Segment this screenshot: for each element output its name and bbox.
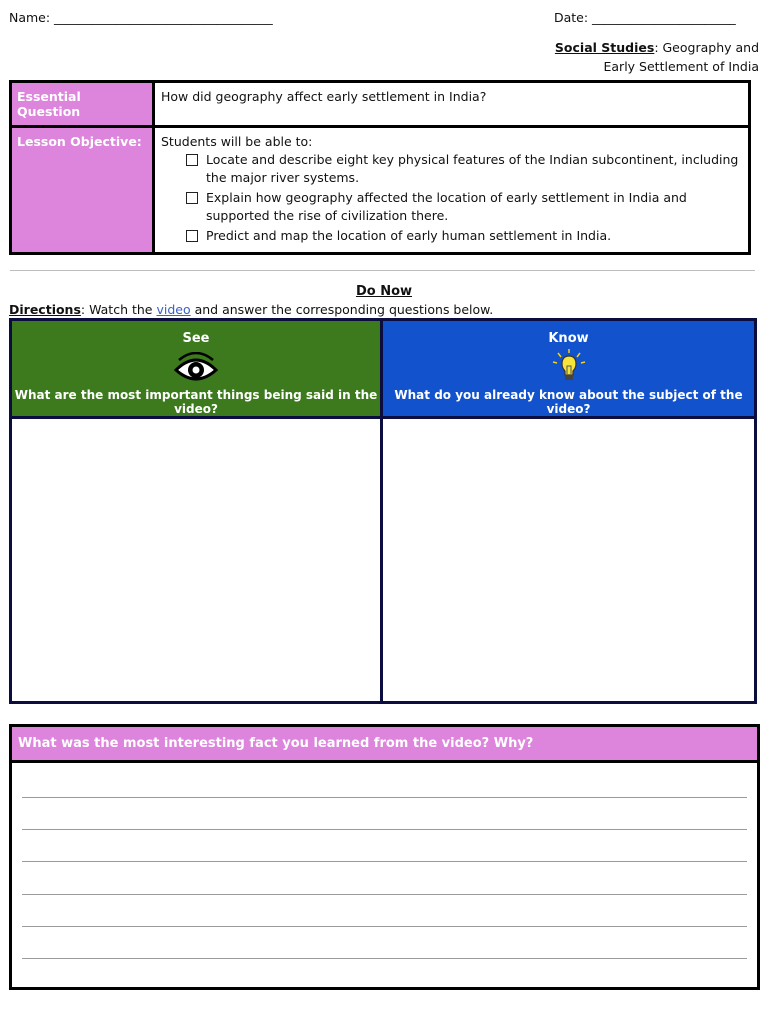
section-divider [10, 270, 755, 271]
topic-line-1: : Geography and [654, 40, 759, 55]
name-field[interactable]: Name: ___________________________________ [9, 10, 273, 25]
see-know-chart [9, 318, 757, 704]
objective-text: Explain how geography affected the location of early settlement in India and supported the rise of civilization there. [206, 190, 687, 223]
writing-line [22, 829, 747, 830]
checkbox[interactable] [186, 230, 198, 242]
know-title: Know [548, 331, 589, 346]
subject-heading [555, 38, 759, 76]
interesting-fact-prompt: What was the most interesting fact you learned from the video? Why? [12, 727, 757, 763]
essential-question-text: How did geography affect early settlement in India? [154, 82, 750, 127]
see-column [12, 321, 383, 701]
date-field[interactable]: Date: _______________________ [554, 10, 736, 25]
objective-item [186, 151, 742, 187]
writing-line [22, 958, 747, 959]
know-question: What do you already know about the subject of the video? [394, 388, 743, 416]
writing-line [22, 894, 747, 895]
writing-lines[interactable] [12, 763, 757, 987]
lightbulb-icon [383, 348, 754, 384]
see-title: See [182, 331, 210, 346]
know-header [383, 321, 754, 419]
eye-icon [12, 352, 380, 384]
see-question: What are the most important things being said in the video? [14, 388, 378, 416]
know-answer-area[interactable] [383, 419, 754, 701]
essential-question-label: Essential Question [11, 82, 154, 127]
objective-intro: Students will be able to: [161, 134, 313, 149]
objectives-table [9, 80, 751, 255]
checkbox[interactable] [186, 192, 198, 204]
writing-line [22, 926, 747, 927]
lesson-objective-label: Lesson Objective: [11, 127, 154, 254]
objective-text: Locate and describe eight key physical features of the Indian subcontinent, including the major river systems. [206, 152, 739, 185]
lesson-objective-cell [154, 127, 750, 254]
objective-item [186, 189, 742, 225]
do-now-title: Do Now [355, 284, 413, 299]
see-answer-area[interactable] [12, 419, 380, 701]
directions [9, 302, 493, 317]
checkbox[interactable] [186, 154, 198, 166]
subject-label: Social Studies [554, 40, 655, 55]
writing-line [22, 861, 747, 862]
directions-post: and answer the corresponding questions below. [190, 302, 494, 317]
know-column [383, 321, 754, 701]
objective-text: Predict and map the location of early human settlement in India. [206, 228, 612, 243]
writing-line [22, 797, 747, 798]
video-link[interactable]: video [156, 302, 191, 317]
see-header [12, 321, 380, 419]
directions-label: Directions [9, 302, 81, 317]
objective-item [186, 227, 742, 245]
directions-pre: : Watch the [80, 302, 157, 317]
topic-line-2: Early Settlement of India [603, 59, 759, 74]
interesting-fact-box [9, 724, 760, 990]
